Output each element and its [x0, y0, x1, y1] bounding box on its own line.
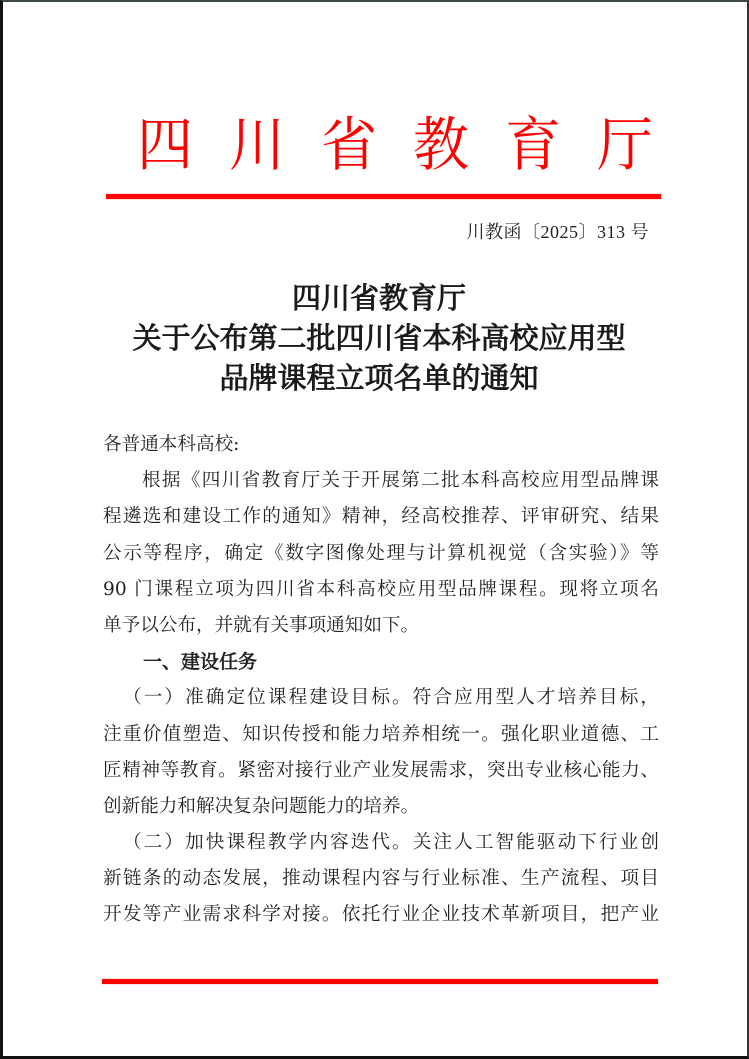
section-heading: 一、建设任务: [143, 651, 258, 674]
body-line: 匠精神等教育。紧密对接行业产业发展需求，突出专业核心能力、: [103, 759, 659, 781]
body-line: 单予以公布，并就有关事项通知如下。: [103, 614, 420, 636]
title-line: 关于公布第二批四川省本科高校应用型: [132, 321, 626, 355]
letterhead-char: 省: [321, 111, 377, 180]
body-line: 新链条的动态发展，推动课程内容与行业标准、生产流程、项目: [103, 868, 659, 890]
letterhead-divider: [106, 194, 661, 199]
letterhead-char: 厅: [597, 111, 653, 180]
title-line: 四川省教育厅: [291, 281, 466, 315]
letterhead: [135, 110, 655, 182]
body-line: 90 门课程立项为四川省本科高校应用型品牌课程。现将立项名: [103, 578, 659, 600]
document-title: [103, 278, 655, 398]
body-line: 公示等程序，确定《数字图像处理与计算机视觉（含实验）》等: [103, 542, 659, 564]
letterhead-char: 四: [137, 111, 193, 180]
body-line: 程遴选和建设工作的通知》精神，经高校推荐、评审研究、结果: [103, 506, 659, 528]
letterhead-char: 育: [505, 111, 561, 180]
letterhead-char: 教: [413, 111, 469, 180]
footer-divider: [102, 979, 658, 984]
title-line: 品牌课程立项名单的通知: [219, 361, 539, 395]
body-line: 创新能力和解决复杂问题能力的培养。: [103, 795, 420, 817]
body-line: 开发等产业需求科学对接。依托行业企业技术革新项目，把产业: [103, 904, 659, 926]
document-number: 川教函〔2025〕313 号: [466, 222, 649, 242]
body-line: 根据《四川省教育厅关于开展第二批本科高校应用型品牌课: [142, 470, 659, 492]
letterhead-char: 川: [229, 111, 285, 180]
body-line: （一）准确定位课程建设目标。符合应用型人才培养目标，: [123, 687, 659, 709]
body-line: （二）加快课程教学内容迭代。关注人工智能驱动下行业创: [123, 832, 659, 854]
body-line: 注重价值塑造、知识传授和能力培养相统一。强化职业道德、工: [103, 723, 659, 745]
document-body: [103, 427, 659, 934]
salutation: 各普通本科高校:: [103, 434, 240, 455]
